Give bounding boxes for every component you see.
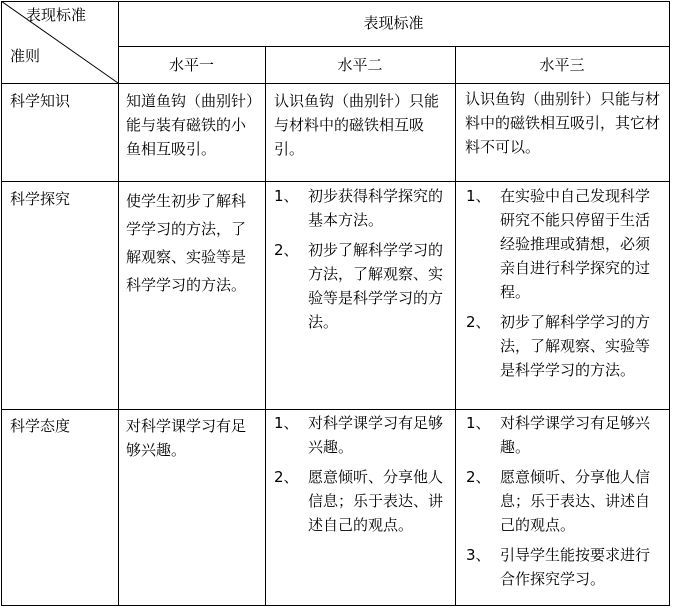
table-border-bottom: [1, 605, 669, 606]
header-span-divider: [118, 46, 669, 47]
row-label-knowledge: 科学知识: [10, 92, 71, 110]
list-item-number: 2、: [274, 468, 299, 486]
inquiry-level-one: 使学生初步了解科学学习的方法，了解观察、实验等是科学学习的方法。: [126, 192, 247, 294]
corner-header-top: 表现标准: [26, 6, 87, 24]
list-item-text: 初步获得科学探究的基本方法。: [308, 187, 444, 229]
list-item-text: 愿意倾听、分享他人信息；乐于表达、讲述自己的观点。: [500, 468, 651, 534]
list-item-text: 初步了解科学学习的方法，了解观察、实验等是科学学习的方法。: [500, 313, 651, 379]
corner-header-bottom: 准则: [10, 47, 41, 65]
list-item-number: 1、: [274, 187, 299, 205]
inquiry-level-three-list: [466, 184, 664, 388]
table-border-right: [669, 1, 670, 606]
list-item: [274, 238, 450, 334]
level-two-header: 水平二: [337, 56, 383, 74]
row-divider-1: [1, 181, 669, 182]
list-item: [466, 310, 664, 382]
list-item-text: 对科学课学习有足够兴趣。: [308, 414, 444, 456]
list-item: [466, 411, 664, 459]
row-label-attitude: 科学态度: [10, 417, 71, 435]
column-divider-2: [265, 46, 266, 606]
list-item: [466, 465, 664, 537]
list-item: [274, 411, 450, 459]
list-item-number: 2、: [466, 468, 491, 486]
list-item-number: 1、: [466, 187, 491, 205]
column-divider-1: [118, 1, 119, 606]
list-item-number: 1、: [466, 414, 491, 432]
inquiry-level-two-list: [274, 184, 450, 340]
row-divider-2: [1, 409, 669, 410]
list-item: [466, 184, 664, 304]
attitude-level-one: 对科学课学习有足够兴趣。: [126, 417, 247, 459]
list-item-text: 愿意倾听、分享他人信息；乐于表达、讲述自己的观点。: [308, 468, 444, 534]
span-header-title: 表现标准: [363, 14, 424, 32]
row-label-inquiry: 科学探究: [10, 190, 71, 208]
attitude-level-three-list: [466, 411, 664, 597]
knowledge-level-three: 认识鱼钩（曲别针）只能与材料中的磁铁相互吸引，其它材料不可以。: [465, 90, 661, 156]
list-item-text: 对科学课学习有足够兴趣。: [500, 414, 651, 456]
knowledge-level-two: 认识鱼钩（曲别针）只能与材料中的磁铁相互吸引。: [274, 92, 440, 158]
column-divider-3: [455, 46, 456, 606]
table-border-left: [1, 1, 2, 606]
level-one-header: 水平一: [168, 56, 214, 74]
list-item-number: 3、: [466, 546, 491, 564]
list-item-text: 在实验中自己发现科学研究不能只停留于生活经验推理或猜想，必须亲自进行科学探究的过程。: [500, 187, 651, 301]
list-item-number: 2、: [466, 313, 491, 331]
list-item: [274, 184, 450, 232]
list-item-number: 1、: [274, 414, 299, 432]
list-item-text: 初步了解科学学习的方法，了解观察、实验等是科学学习的方法。: [308, 241, 444, 331]
list-item-text: 引导学生能按要求进行合作探究学习。: [500, 546, 651, 588]
level-three-header: 水平三: [539, 56, 585, 74]
list-item: [274, 465, 450, 537]
list-item-number: 2、: [274, 241, 299, 259]
attitude-level-two-list: [274, 411, 450, 543]
list-item: [466, 543, 664, 591]
knowledge-level-one: 知道鱼钩（曲别针）能与装有磁铁的小鱼相互吸引。: [126, 92, 254, 158]
